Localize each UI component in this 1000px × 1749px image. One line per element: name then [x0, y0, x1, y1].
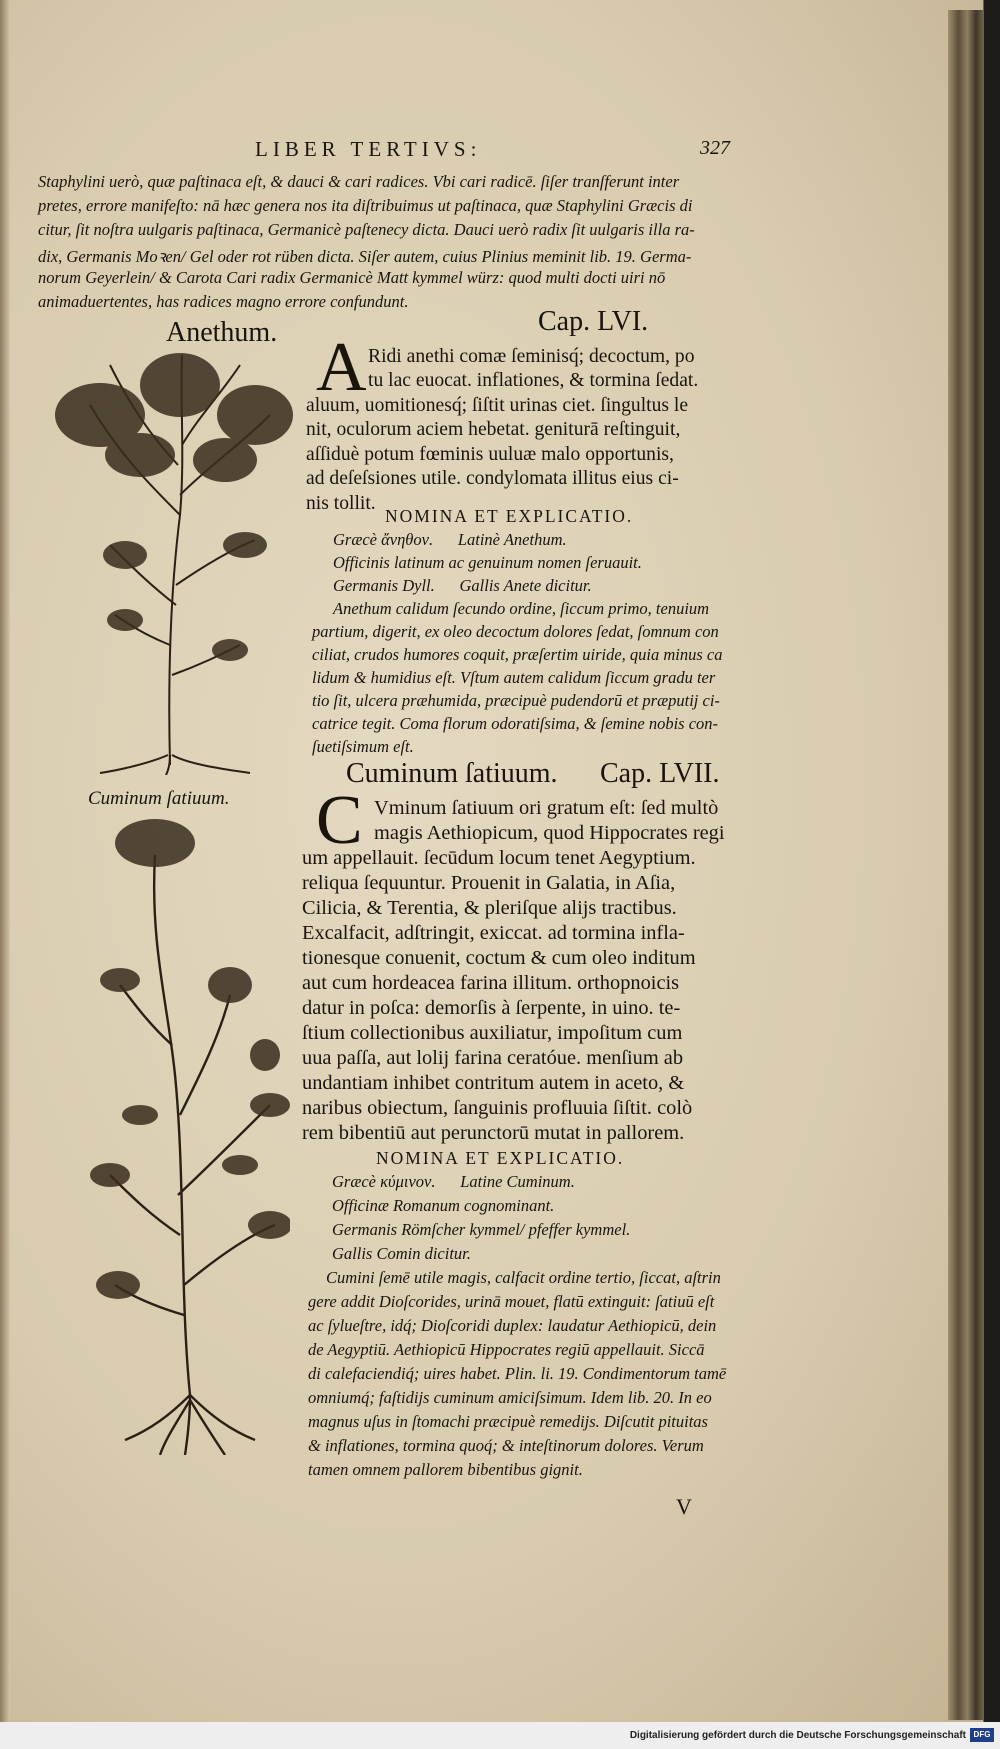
- cuminum-body-line: undantiam inhibet contritum autem in aceto, &: [302, 1072, 685, 1094]
- anethum-body-line: Ridi anethi comæ ſeminisq́; decoctum, po: [368, 346, 695, 367]
- anethum-explicatio-line: partium, digerit, ex oleo decoctum dolores ſedat, ſomnum con: [312, 622, 719, 641]
- cuminum-body-line: Excalfacit, adſtringit, exiccat. ad tormina infla-: [302, 922, 685, 944]
- cuminum-nomina-heading: NOMINA ET EXPLICATIO.: [376, 1148, 625, 1168]
- cuminum-body-line: Vminum ſatiuum ori gratum eſt: ſed multò: [374, 797, 719, 819]
- cuminum-explicatio-line: Cumini ſemē utile magis, calfacit ordine tertio, ſiccat, aſtrin: [326, 1268, 721, 1287]
- cuminum-nomina-line: Gallis Comin dicitur.: [332, 1244, 471, 1263]
- cuminum-nomina-line: Officinæ Romanum cognominant.: [332, 1196, 555, 1215]
- anethum-body-line: aſſiduè potum fœminis uuluæ malo opportunis,: [306, 444, 674, 465]
- anethum-explicatio-line: ciliat, crudos humores coquit, præſertim uiride, quia minus ca: [312, 645, 723, 664]
- cuminum-body-line: reliqua ſequuntur. Prouenit in Galatia, in Aſia,: [302, 872, 676, 894]
- anethum-explicatio-line: Anethum calidum ſecundo ordine, ſiccum primo, tenuium: [333, 599, 710, 618]
- dfg-logo: DFG: [970, 1728, 994, 1742]
- cuminum-explicatio-line: di calefaciendiq́; uires habet. Plin. li. 19. Condimentorum tamē: [308, 1364, 727, 1383]
- cuminum-body-line: uua paſſa, aut lolij farina ceratóue. menſium ab: [302, 1047, 684, 1069]
- cuminum-body-line: datur in poſca: demorſis à ſerpente, in uino. te-: [302, 997, 681, 1019]
- cuminum-explicatio-line: & inflationes, tormina quoq́; & inteſtinorum dolores. Verum: [308, 1436, 704, 1455]
- anethum-chapter: Cap. LVI.: [538, 306, 649, 337]
- anethum-body-line: ad deſeſsiones utile. condylomata illitus eius ci-: [306, 468, 679, 489]
- anethum-body-line: aluum, uomitionesq́; ſiſtit urinas ciet. ſingultus le: [306, 395, 689, 416]
- cuminum-nomina-line: Germanis Römſcher kymmel/ pfeffer kymmel.: [332, 1220, 631, 1239]
- catchword: V: [676, 1494, 692, 1519]
- footer-credit: [0, 1722, 1000, 1749]
- cuminum-dropcap: C: [316, 782, 363, 859]
- anethum-body-line: nit, oculorum aciem hebetat. geniturā reſtinguit,: [306, 419, 681, 440]
- footer-credit-text: Digitalisierung gefördert durch die Deutsche Forschungsgemeinschaft: [629, 1730, 966, 1741]
- top-text-line: animaduertentes, has radices magno errore confundunt.: [38, 292, 409, 311]
- top-text-line: pretes, errore manifeſto: nā hæc genera nos ita diſtribuimus ut paſtinaca, quæ Staphylini Græcis di: [38, 196, 693, 215]
- top-text-line: citur, ſit noſtra uulgaris paſtinaca, Germanicè paſtenecy dicta. Dauci uerò radix ſit uulgaris illa ra-: [38, 220, 695, 239]
- anethum-explicatio-line: ſuetiſsimum eſt.: [312, 737, 414, 756]
- top-text-line: norum Geyerlein/ & Carota Cari radix Germanicè Matt kymmel würz: quod multi docti uiri nō: [38, 268, 666, 287]
- anethum-body-line: tu lac euocat. inflationes, & tormina ſedat.: [368, 370, 699, 391]
- cuminum-explicatio-line: tamen omnem pallorem bibentibus gignit.: [308, 1460, 583, 1479]
- page-fore-edge: [948, 10, 983, 1720]
- cuminum-body-line: tionesque conuenit, coctum & cum oleo inditum: [302, 947, 696, 969]
- anethum-explicatio-line: tio ſit, ulcera præhumida, præcipuè pudendorū et præputij ci-: [312, 691, 720, 710]
- cuminum-body-line: Cilicia, & Terentia, & pleriſque alijs tractibus.: [302, 897, 677, 919]
- anethum-explicatio-line: lidum & humidius eſt. Vſtum autem calidum ſiccum gradu ter: [312, 668, 716, 687]
- cuminum-explicatio-line: de Aegyptiū. Aethiopicū Hippocrates regiū appellauit. Siccā: [308, 1340, 705, 1359]
- top-text-line: dix, Germanis Moꝛen/ Gel oder rot rüben dicta. Siſer autem, cuius Plinius meminit lib. 19. Germa-: [38, 247, 692, 266]
- cuminum-body-line: aut cum hordeacea farina illitum. orthopnoicis: [302, 972, 680, 994]
- cuminum-nomina-line: Græcè κύμινον. Latine Cuminum.: [332, 1172, 575, 1191]
- cuminum-body-line: um appellauit. ſecūdum locum tenet Aegyptium.: [302, 847, 696, 869]
- cuminum-woodcut-illustration: [80, 815, 290, 1455]
- top-text-line: Staphylini uerò, quæ paſtinaca eſt, & dauci & cari radices. Vbi cari radicē. ſiſer tranſferunt inter: [38, 172, 680, 191]
- cuminum-explicatio-line: ac ſylueſtre, idq́; Dioſcoridi duplex: laudatur Aethiopicū, dein: [308, 1316, 717, 1335]
- cuminum-body-line: ſtium collectionibus auxiliatur, impoſitum cum: [302, 1022, 683, 1044]
- anethum-woodcut-illustration: [30, 345, 305, 775]
- cuminum-body-line: naribus obiectum, ſanguinis profluuia ſiſtit. colò: [302, 1097, 693, 1119]
- anethum-nomina-heading: NOMINA ET EXPLICATIO.: [385, 506, 634, 526]
- running-title: LIBER TERTIVS:: [255, 137, 482, 161]
- cuminum-figure-label: Cuminum ſatiuum.: [88, 788, 230, 809]
- cuminum-explicatio-line: gere addit Dioſcorides, urinā mouet, flatū extinguit: ſatiuū eſt: [308, 1292, 715, 1311]
- anethum-body-line: nis tollit.: [306, 493, 376, 514]
- cuminum-explicatio-line: omniumq́; faſtidijs cuminum amiciſsimum. Idem lib. 20. In eo: [308, 1388, 712, 1407]
- cuminum-chapter: Cap. LVII.: [600, 758, 720, 789]
- anethum-nomina-line: Germanis Dyll. Gallis Anete dicitur.: [333, 576, 592, 595]
- anethum-dropcap: A: [316, 329, 367, 406]
- page-number: 327: [700, 137, 730, 159]
- page-gutter: [0, 0, 10, 1722]
- cuminum-caption: Cuminum ſatiuum.: [346, 758, 558, 789]
- anethum-caption: Anethum.: [166, 317, 278, 348]
- cuminum-explicatio-line: magnus uſus in ſtomachi præcipuè remedijs. Diſcutit pituitas: [308, 1412, 708, 1431]
- cuminum-body-line: magis Aethiopicum, quod Hippocrates regi: [374, 822, 725, 844]
- cuminum-body-line: rem bibentiū aut perunctorū mutat in pallorem.: [302, 1122, 685, 1144]
- anethum-nomina-line: Officinis latinum ac genuinum nomen ſeruauit.: [333, 553, 642, 572]
- anethum-explicatio-line: catrice tegit. Coma florum odoratiſsima, & ſemine nobis con-: [312, 714, 719, 733]
- anethum-nomina-line: Græcè ἄνηθον. Latinè Anethum.: [333, 530, 567, 549]
